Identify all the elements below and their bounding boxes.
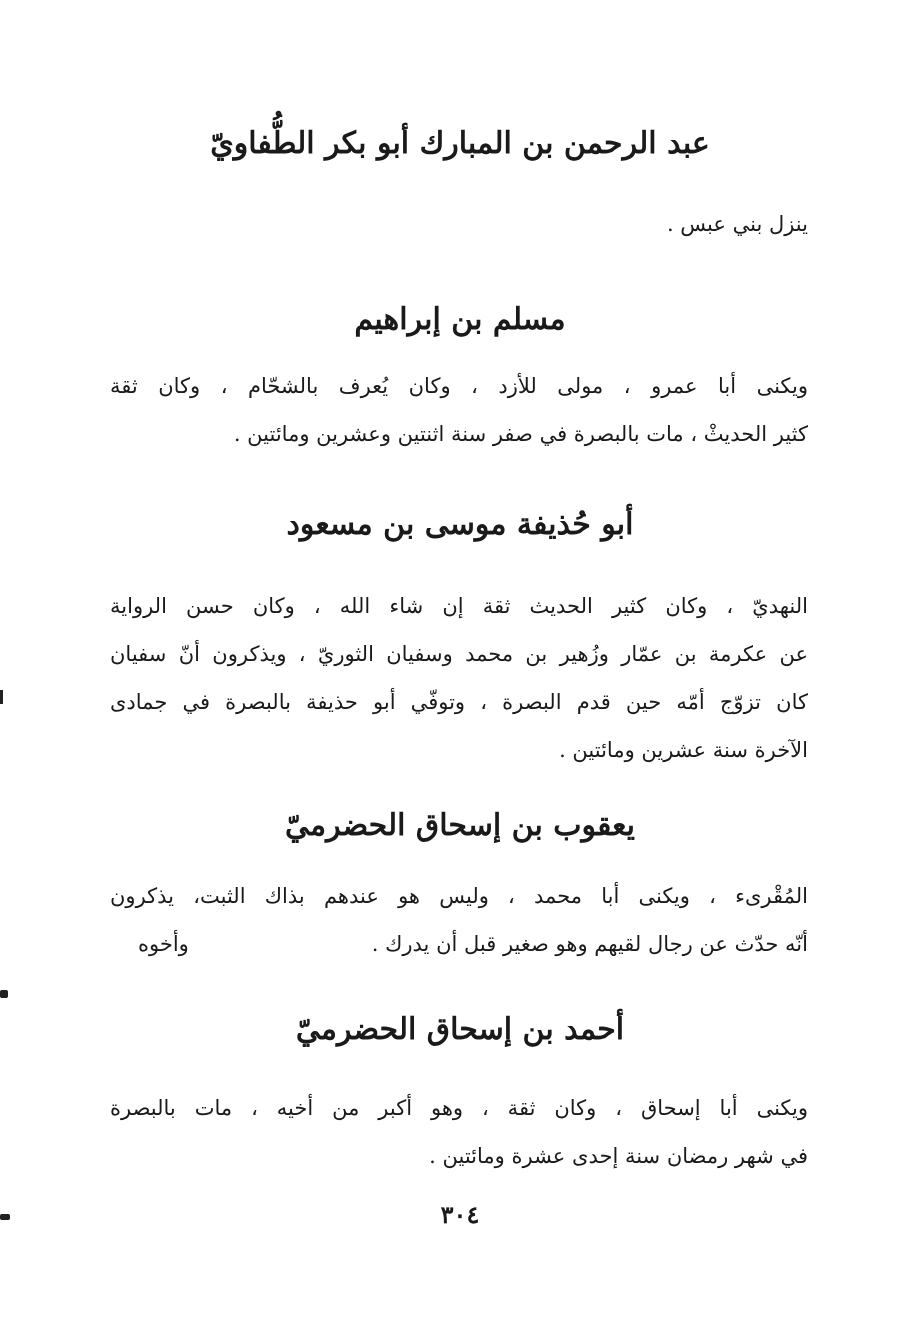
text-line [110, 920, 808, 968]
text-line-main: أنّه حدّث عن رجال لقيهم وهو صغير قبل أن يدرك . [371, 932, 808, 956]
text-line: ينزل بني عبس . [666, 212, 808, 236]
entry-heading: يعقوب بن إسحاق الحضرميّ [285, 808, 635, 843]
scan-mark [0, 690, 3, 704]
entry-heading: عبد الرحمن بن المبارك أبو بكر الطُّفاويّ [210, 126, 710, 161]
entry-text [110, 872, 808, 968]
text-line: ويكنى أبا عمرو ، مولى للأزد ، وكان يُعرف بالشحّام ، وكان ثقة [110, 374, 808, 398]
entry-text [110, 200, 808, 248]
text-line: النهديّ ، وكان كثير الحديث ثقة إن شاء الله ، وكان حسن الرواية [110, 594, 808, 618]
trailing-word: وأخوه [138, 932, 189, 956]
entry-text [110, 1084, 808, 1180]
text-line: كان تزوّج أمّه حين قدم البصرة ، وتوفّي أبو حذيفة بالبصرة في جمادى [110, 690, 808, 714]
page-number: ٣٠٤ [440, 1200, 480, 1229]
text-line: ويكنى أبا إسحاق ، وكان ثقة ، وهو أكبر من أخيه ، مات بالبصرة [110, 1096, 808, 1120]
entry-text [110, 362, 808, 458]
entry-heading: أحمد بن إسحاق الحضرميّ [295, 1012, 625, 1047]
entry-heading: مسلم بن إبراهيم [354, 302, 566, 337]
text-line: كثير الحديثْ ، مات بالبصرة في صفر سنة اثنتين وعشرين ومائتين . [233, 422, 808, 446]
entry-text [110, 582, 808, 774]
scan-mark [0, 990, 8, 998]
scan-mark [0, 1214, 10, 1220]
text-line: في شهر رمضان سنة إحدى عشرة ومائتين . [429, 1144, 808, 1168]
entry-heading: أبو حُذيفة موسى بن مسعود [286, 507, 634, 542]
text-line: المُقْرىء ، ويكنى أبا محمد ، وليس هو عندهم بذاك الثبت، يذكرون [110, 884, 808, 908]
text-line: عن عكرمة بن عمّار وزُهير بن محمد وسفيان الثوريّ ، ويذكرون أنّ سفيان [110, 642, 808, 666]
text-line: الآخرة سنة عشرين ومائتين . [559, 738, 808, 762]
